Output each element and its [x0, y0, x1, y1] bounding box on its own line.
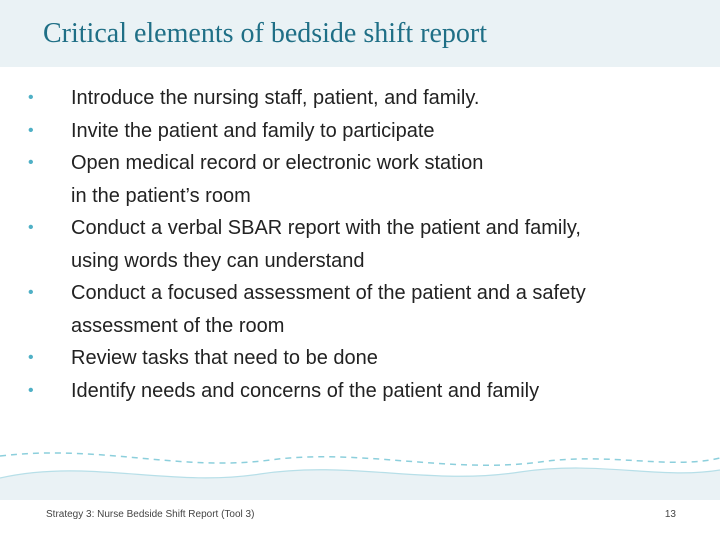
bullet-dot: • [28, 89, 34, 106]
bullet-text-line: Conduct a verbal SBAR report with the patient and family, [71, 217, 581, 239]
bullet-text-line: using words they can understand [71, 249, 365, 272]
bullet-text-line: Conduct a focused assessment of the patient and a safety [71, 282, 586, 304]
bullet-text-line: Review tasks that need to be done [71, 347, 378, 369]
title-bar [0, 0, 720, 67]
bullet-text-line: in the patient’s room [71, 184, 251, 207]
bullet-item [28, 82, 698, 115]
bullet-item [28, 277, 698, 342]
bullet-text-line: assessment of the room [71, 314, 285, 337]
bullet-dot: • [28, 284, 34, 301]
bullet-dot: • [28, 349, 34, 366]
bullet-text-line: Identify needs and concerns of the patient and family [71, 379, 540, 402]
footer-text: Strategy 3: Nurse Bedside Shift Report (Tool 3) [46, 509, 255, 520]
decorative-wave [0, 440, 720, 500]
bullet-text-line: Introduce the nursing staff, patient, and family. [71, 87, 480, 109]
bullet-item [28, 147, 698, 212]
bullet-list [28, 82, 698, 407]
bullet-item [28, 342, 698, 375]
page-number: 13 [664, 509, 676, 520]
bullet-dot: • [28, 219, 34, 236]
bullet-item [28, 212, 698, 277]
slide-title: Critical elements of bedside shift report [43, 18, 487, 49]
bullet-item [28, 115, 698, 148]
bullet-text-line: Open medical record or electronic work station [71, 152, 484, 174]
bullet-text-line: Invite the patient and family to participate [71, 119, 435, 142]
bullet-dot: • [28, 121, 34, 139]
bullet-dot: • [28, 381, 34, 399]
bullet-dot: • [28, 154, 34, 171]
bullet-item [28, 375, 698, 408]
wave-line-dashed [0, 453, 720, 465]
